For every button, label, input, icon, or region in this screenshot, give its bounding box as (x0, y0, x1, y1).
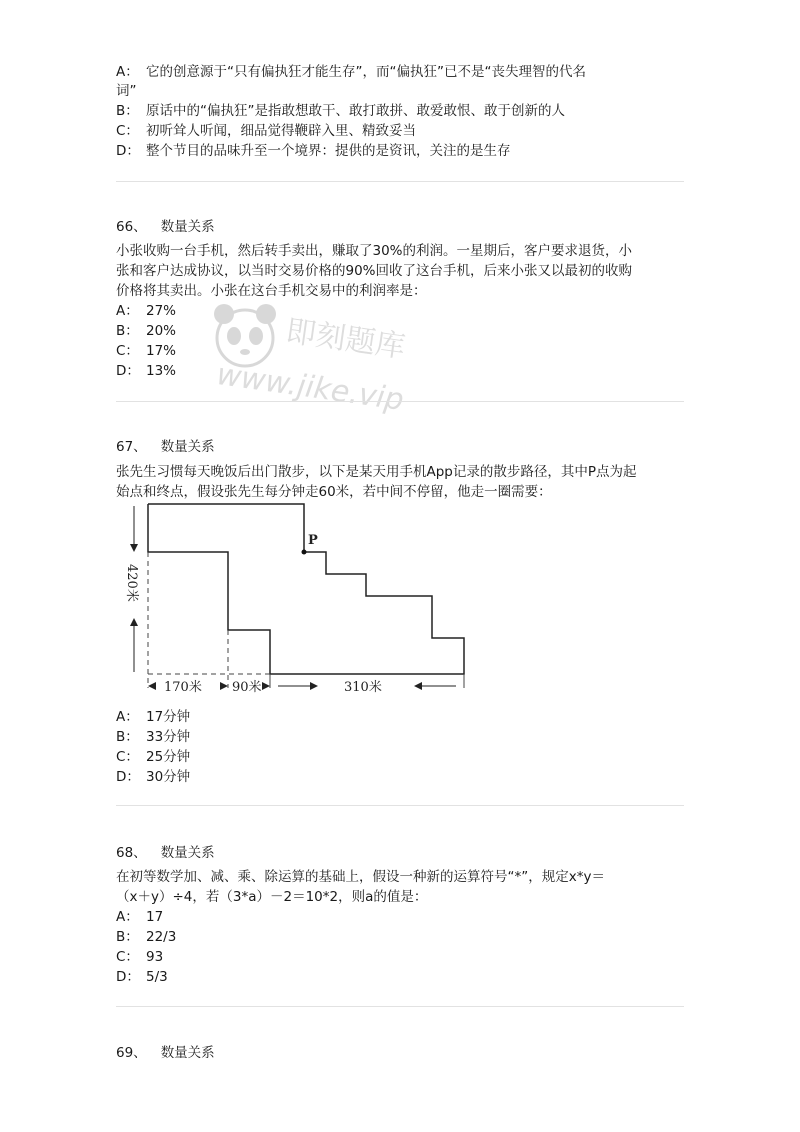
question-67-stem-line: 始点和终点，假设张先生每分钟走60米，若中间不停留，他走一圈需要： (116, 484, 552, 500)
question-68-stem-line: （x＋y）÷4，若（3*a）－2＝10*2，则a的值是： (116, 889, 428, 905)
q68-option-d[interactable]: D： 5/3 (116, 969, 168, 985)
q67-option-b[interactable]: B： 33分钟 (116, 729, 191, 745)
question-69-header: 69、 数量关系 (116, 1045, 215, 1061)
point-p-marker (302, 550, 307, 555)
point-p-label: P (308, 533, 318, 548)
prev-option-a[interactable]: A： 它的创意源于“只有偏执狂才能生存”，而“偏执狂”已不是“丧失理智的代名 (116, 64, 586, 80)
arrow-right-icon (262, 682, 270, 690)
watermark-brand: 即刻题库 (283, 313, 408, 366)
question-66-header: 66、 数量关系 (116, 219, 215, 235)
path-diagram (118, 500, 480, 704)
walking-path-figure (118, 500, 480, 704)
q66-option-b[interactable]: B： 20% (116, 323, 177, 339)
watermark-url: www.jike.vip (214, 357, 406, 418)
width-label-90: 90米 (232, 680, 262, 695)
question-67-stem-line: 张先生习惯每天晚饭后出门散步，以下是某天用手机App记录的散步路径，其中P点为起 (116, 464, 637, 480)
prev-option-c[interactable]: C： 初听耸人听闻，细品觉得鞭辟入里、精致妥当 (116, 123, 416, 139)
q66-option-c[interactable]: C： 17% (116, 343, 177, 359)
divider (116, 401, 684, 402)
height-label: 420米 (124, 564, 139, 602)
q68-option-b[interactable]: B： 22/3 (116, 929, 177, 945)
q67-option-d[interactable]: D： 30分钟 (116, 769, 191, 785)
width-label-310: 310米 (344, 680, 382, 695)
question-66-stem-line: 张和客户达成协议，以当时交易价格的90%回收了这台手机，后来小张又以最初的收购 (116, 263, 633, 279)
arrow-left-icon (414, 682, 422, 690)
width-label-170: 170米 (164, 680, 202, 695)
arrow-down-icon (130, 544, 138, 552)
arrow-up-icon (130, 618, 138, 626)
arrow-left-icon (148, 682, 156, 690)
question-68-header: 68、 数量关系 (116, 845, 215, 861)
arrow-right-icon (220, 682, 228, 690)
q66-option-d[interactable]: D： 13% (116, 363, 177, 379)
question-68-stem-line: 在初等数学加、减、乘、除运算的基础上，假设一种新的运算符号“*”，规定x*y＝ (116, 869, 605, 885)
watermark (210, 292, 420, 418)
divider (116, 1006, 684, 1007)
question-66-stem-line: 价格将其卖出。小张在这台手机交易中的利润率是： (116, 283, 427, 299)
prev-option-b[interactable]: B： 原话中的“偏执狂”是指敢想敢干、敢打敢拼、敢爱敢恨、敢于创新的人 (116, 103, 565, 119)
prev-option-d[interactable]: D： 整个节目的品味升至一个境界：提供的是资讯，关注的是生存 (116, 143, 511, 159)
question-67-header: 67、 数量关系 (116, 439, 215, 455)
question-66-stem-line: 小张收购一台手机，然后转手卖出，赚取了30%的利润。一星期后，客户要求退货，小 (116, 243, 633, 259)
prev-option-a-continued: 词” (116, 83, 137, 99)
arrow-right-icon (310, 682, 318, 690)
divider (116, 805, 684, 806)
divider (116, 181, 684, 182)
q67-option-a[interactable]: A： 17分钟 (116, 709, 191, 725)
walk-route (148, 504, 464, 674)
q67-option-c[interactable]: C： 25分钟 (116, 749, 191, 765)
q68-option-c[interactable]: C： 93 (116, 949, 164, 965)
q66-option-a[interactable]: A： 27% (116, 303, 177, 319)
q68-option-a[interactable]: A： 17 (116, 909, 164, 925)
